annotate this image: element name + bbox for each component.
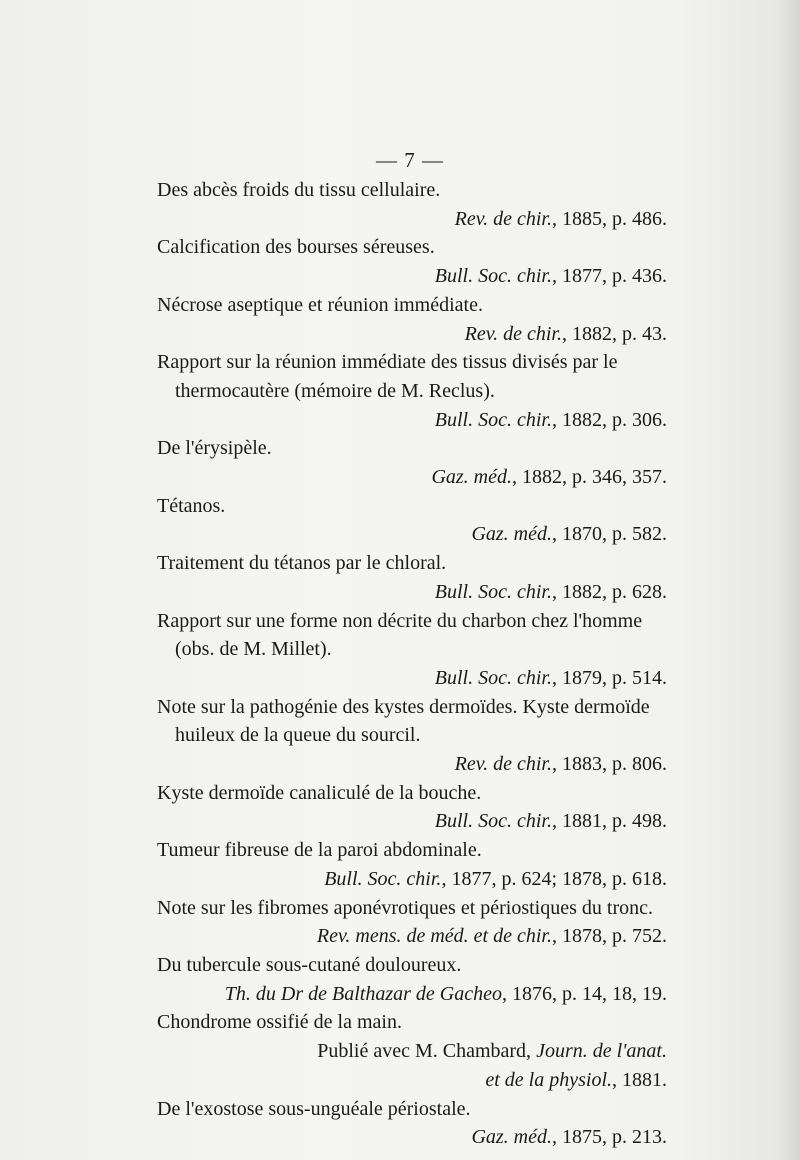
entry-reference — [157, 807, 667, 836]
entry-title: Calcification des bourses séreuses. — [157, 236, 435, 259]
bibliography-entry — [157, 894, 667, 951]
entry-reference-cont — [157, 1066, 667, 1095]
ref-journal: Rev. de chir. — [464, 322, 562, 345]
bibliography-entry — [157, 434, 667, 491]
bibliography-entry — [157, 1008, 667, 1094]
ref-details: , 1881. — [612, 1068, 667, 1091]
entry-reference — [157, 578, 667, 607]
entry-reference — [157, 406, 667, 435]
ref-journal: Gaz. méd. — [471, 523, 552, 546]
bibliography-entry — [157, 549, 667, 606]
ref-details: , 1870, p. 582. — [552, 523, 667, 546]
ref-journal: Journ. de l'anat. — [536, 1040, 667, 1063]
entry-title: Du tubercule sous-cutané douloureux. — [157, 953, 462, 976]
ref-journal: Bull. Soc. chir. — [434, 265, 552, 288]
ref-journal: Gaz. méd. — [431, 466, 512, 489]
bibliography-entry — [157, 836, 667, 893]
ref-journal: Bull. Soc. chir. — [324, 867, 442, 890]
bibliography-entry — [157, 951, 667, 1008]
bibliography-entry — [157, 1095, 667, 1152]
bibliography-entry — [157, 176, 667, 233]
entry-title: Note sur la pathogénie des kystes dermoïdes. Kyste dermoïde — [157, 695, 650, 718]
entry-reference — [157, 205, 667, 234]
entry-title: Des abcès froids du tissu cellulaire. — [157, 179, 441, 201]
bibliography-entry — [157, 291, 667, 348]
entry-reference — [157, 320, 667, 349]
ref-journal: Gaz. méd. — [471, 1126, 552, 1149]
ref-details: , 1877, p. 436. — [552, 265, 667, 288]
entry-reference — [157, 750, 667, 779]
bibliography-entry — [157, 607, 667, 693]
ref-journal: Bull. Soc. chir. — [434, 810, 552, 833]
bibliography-entry — [157, 492, 667, 549]
entry-title: huileux de la queue du sourcil. — [175, 724, 421, 747]
entry-title: Tumeur fibreuse de la paroi abdominale. — [157, 839, 482, 862]
ref-details: , 1876, p. 14, 18, 19. — [502, 982, 667, 1005]
ref-journal: Rev. de chir. — [454, 207, 552, 230]
ref-journal: Bull. Soc. chir. — [434, 580, 552, 603]
entry-reference — [157, 520, 667, 549]
ref-details: , 1883, p. 806. — [552, 753, 667, 776]
ref-journal: Rev. de chir. — [454, 753, 552, 776]
entry-title: Rapport sur une forme non décrite du charbon chez l'homme — [157, 609, 643, 632]
page-number: — 7 — — [376, 148, 444, 172]
entry-title: Rapport sur la réunion immédiate des tissus divisés par le — [157, 351, 618, 374]
entry-reference — [157, 262, 667, 291]
ref-details: , 1885, p. 486. — [552, 207, 667, 230]
entry-reference — [157, 980, 667, 1009]
ref-journal: Bull. Soc. chir. — [434, 408, 552, 431]
entry-title: Chondrome ossifié de la main. — [157, 1011, 402, 1034]
entry-title: Kyste dermoïde canaliculé de la bouche. — [157, 781, 482, 804]
ref-details: , 1882, p. 306. — [552, 408, 667, 431]
entry-title: Nécrose aseptique et réunion immédiate. — [157, 293, 483, 316]
entry-reference — [157, 463, 667, 492]
entry-title: thermocautère (mémoire de M. Reclus). — [175, 379, 495, 402]
bibliography-entry — [157, 348, 667, 434]
entry-title: De l'exostose sous-unguéale périostale. — [157, 1097, 471, 1120]
ref-details: , 1882, p. 43. — [562, 322, 667, 345]
entry-title: Tétanos. — [157, 494, 226, 517]
ref-details: , 1881, p. 498. — [552, 810, 667, 833]
bibliography-entry — [157, 779, 667, 836]
ref-journal: Rev. mens. de méd. et de chir. — [316, 925, 552, 948]
entry-title: (obs. de M. Millet). — [175, 638, 332, 661]
entry-reference — [157, 922, 667, 951]
entry-reference — [157, 865, 667, 894]
ref-journal: Bull. Soc. chir. — [434, 666, 552, 689]
entry-reference — [157, 1123, 667, 1152]
bibliography-list — [157, 176, 667, 1152]
page-edge-shadow — [778, 0, 800, 1160]
entries-container — [157, 176, 667, 1008]
entry-title: Traitement du tétanos par le chloral. — [157, 552, 447, 575]
ref-details: , 1879, p. 514. — [552, 666, 667, 689]
ref-details: , 1882, p. 346, 357. — [512, 466, 667, 489]
entry-reference — [157, 664, 667, 693]
ref-plain: Publié avec M. Chambard, — [317, 1040, 537, 1063]
bibliography-entry — [157, 693, 667, 779]
ref-journal: Th. du Dr de Balthazar de Gacheo — [224, 982, 502, 1005]
bibliography-entry — [157, 233, 667, 290]
ref-details: , 1882, p. 628. — [552, 580, 667, 603]
ref-details: , 1878, p. 752. — [552, 925, 667, 948]
ref-journal: et de la physiol. — [485, 1068, 612, 1091]
entry-reference — [157, 1037, 667, 1066]
ref-details: , 1875, p. 213. — [552, 1126, 667, 1149]
entry-title: De l'érysipèle. — [157, 437, 272, 460]
entry-title: Note sur les fibromes aponévrotiques et périostiques du tronc. — [157, 896, 653, 919]
ref-details: , 1877, p. 624; 1878, p. 618. — [441, 867, 667, 890]
